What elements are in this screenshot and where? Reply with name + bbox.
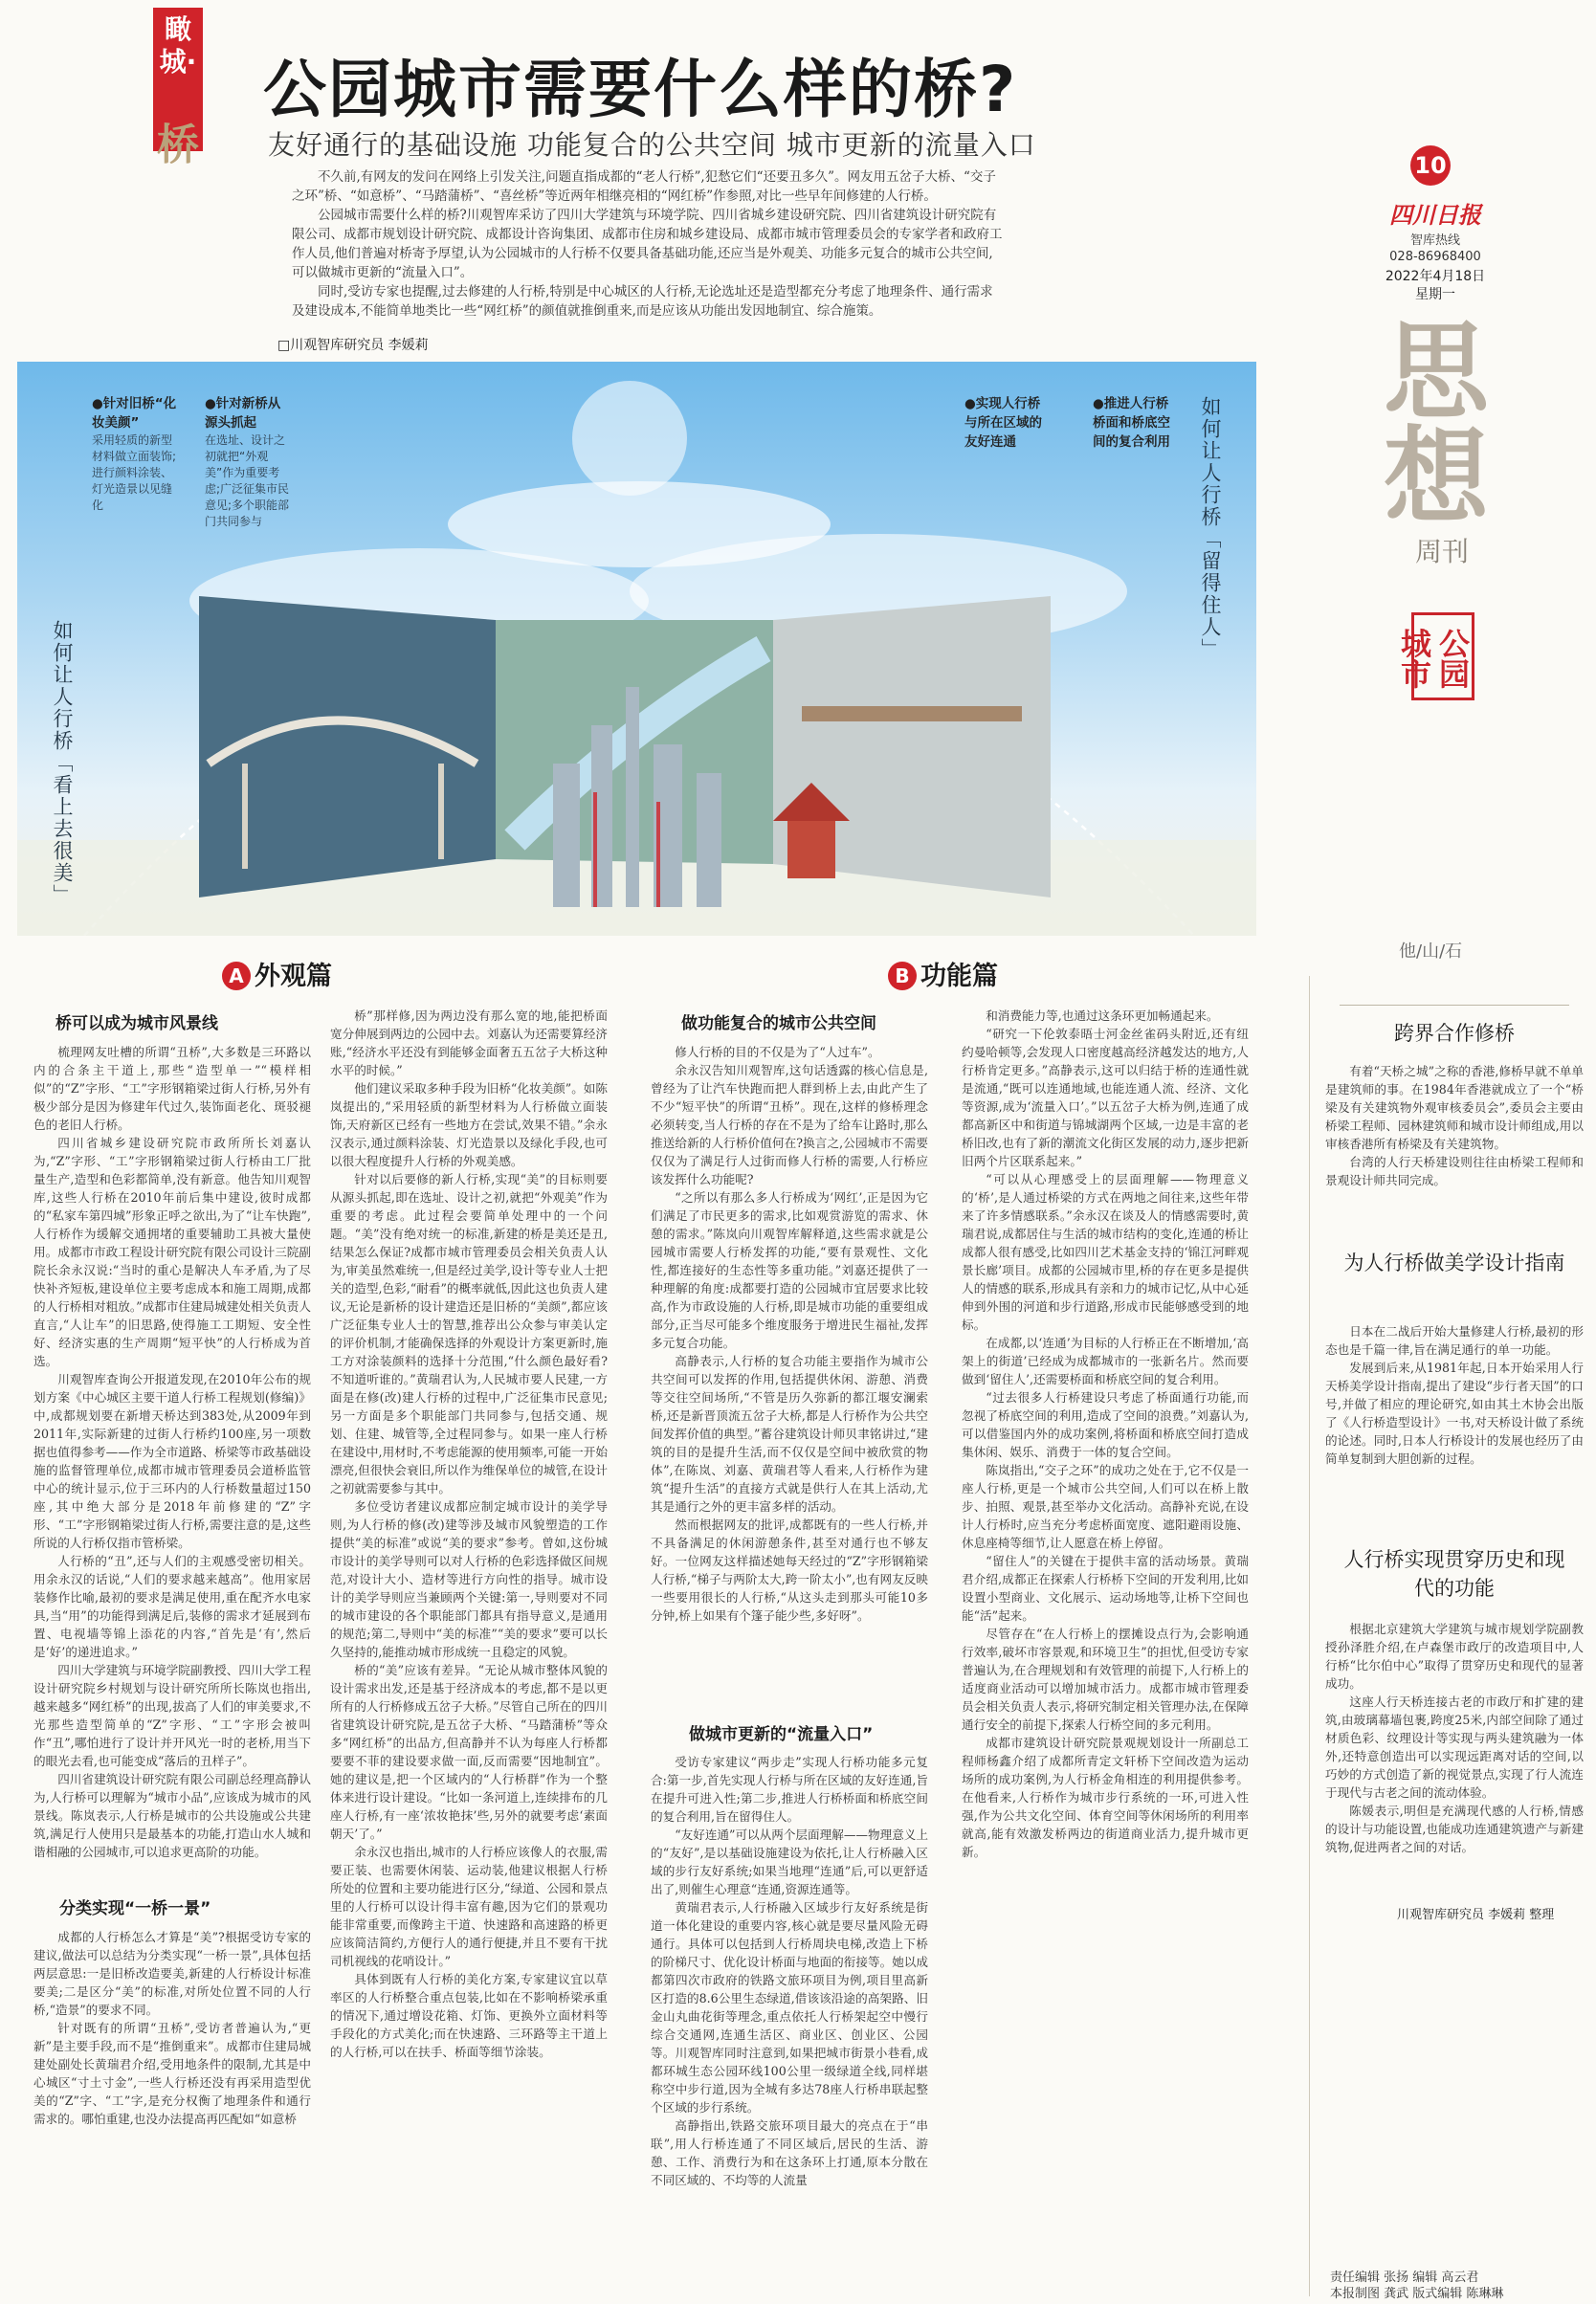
paragraph: 梳理网友吐槽的所谓“丑桥”,大多数是三环路以内的合条主干道上,那些“造型单一”“模样相似”的“Z”字形、“工”字形钢箱梁过街人行桥,另外有极少部分是因为修建年代过久,装饰面老化、斑驳褪色的老旧人行桥。 [33,1045,311,1132]
headline: 公园城市需要什么样的桥? [263,53,1018,126]
paragraph: 受访专家建议“两步走”实现人行桥功能多元复合:第一步,首先实现人行桥与所在区域的友好连通,旨在提升可进入性;第二步,推进人行桥桥面和桥底空间的复合利用,旨在留得住人。 [651,1755,928,1824]
paragraph: 陈岚指出,“交子之环”的成功之处在于,它不仅是一座人行桥,更是一个城市公共空间,人们可以在桥上散步、拍照、观景,甚至举办文化活动。高静补充说,在设计人行桥时,应当充分考虑桥面宽度、遮阳避雨设施、休息座椅等细节,让人愿意在桥上停留。 [962,1463,1249,1550]
paragraph: “研究一下伦敦泰晤士河金丝雀码头附近,还有纽约曼哈顿等,会发现人口密度越高经济越发达的地方,人行桥肯定更多。”高静表示,这可以归结于桥的连通性就是流通,“既可以连通地域,也能连通人流、经济、文化等资源,成为‘流量入口’。”以五岔子大桥为例,连通了成都高新区中和街道与锦城湖两个区域,一边是丰富的老桥旧改,也有了新的潮流文化街区发展的动力,逐步把新旧两个片区联系起来。” [962,1027,1249,1168]
paragraph: 多位受访者建议成都应制定城市设计的美学导则,为人行桥的修(改)建等涉及城市风貌塑造的工作提供“美的标准”或说“美的要求”参考。曾如,这份城市设计的美学导则可以对人行桥的色彩选择做区间规范,对设计大小、造材等进行方向性的指导。城市设计的美学导则应当兼顾两个关键:第一,导则要对不同的城市建设的各个职能部门都具有指导意义,是通用的规范;第二,导则中“美的标准”“美的要求”要可以长久坚持的,能推动城市形成统一且稳定的风貌。 [330,1499,608,1659]
cloud [448,481,831,567]
bullet-title: ●推进人行桥桥面和桥底空间的复合利用 [1093,396,1170,450]
section-name: 思想 [1366,316,1490,526]
pagoda-body [787,821,835,878]
bullet-title: ●针对新桥从源头抓起 [205,396,281,431]
paragraph: 人行桥的“丑”,还与人们的主观感受密切相关。用余永汉的话说,“人们的要求越来越高”。他用家居装修作比喻,最初的要求是满足使用,重在配齐水电家具,当“用”的功能得到满足后,装修的需求才延展到布置、电视墙等锦上添花的内容,“首先是‘有’,然后是‘好’的递进追求。” [33,1554,311,1659]
footer-line: 责任编辑 张扬 编辑 高云君 [1330,2271,1479,2285]
bridge-pillar [242,764,248,869]
paragraph: 尽管存在“在人行桥上的摆摊设点行为,会影响通行效率,破坏市容景观,和环境卫生”的担忧,但受访专家普遍认为,在合理规划和有效管理的前提下,人行桥上的适度商业活动可以增加城市活力。成都市城市管理委员会相关负责人表示,将研究制定相关管理办法,在保障通行安全的前提下,探索人行桥空间的多元利用。 [962,1627,1249,1732]
paragraph: “过去很多人行桥建设只考虑了桥面通行功能,而忽视了桥底空间的利用,造成了空间的浪费。”刘嘉认为,可以借鉴国内外的成功案例,将桥面和桥底空间打造成集休闲、娱乐、消费于一体的复合空间。 [962,1390,1249,1459]
subhead-a1: 桥可以成为城市风景线 [55,1014,218,1033]
bullet-body: 采用轻质的新型材料做立面装饰;进行颜料涂装、灯光造景以见缝化 [92,433,177,512]
section-b-label: 功能篇 [920,962,998,991]
bullet-body: 在选址、设计之初就把“外观美”作为重要考虑;广泛征集市民意见;多个职能部门共同参与 [205,433,290,528]
column-1b [33,1928,311,2296]
sidebar-body-3 [1325,1620,1584,1856]
subhead-b1: 做功能复合的城市公共空间 [681,1014,876,1033]
paragraph: 陈媛表示,明但是充满现代感的人行桥,情感的设计与功能设置,也能成功连通建筑遗产与新建筑物,促进两者之间的对话。 [1325,1804,1584,1854]
sidebar-body-1 [1325,1062,1584,1189]
paragraph: 余永汉也指出,城市的人行桥应该像人的衣服,需要正装、也需要休闲装、运动装,他建议根据人行桥所处的位置和主要功能进行区分,“绿道、公园和景点里的人行桥可以设计得丰富有趣,因为它们的景观功能非常重要,而像跨主干道、快速路和高速路的桥更应该简洁简约,方便行人的通行便捷,并且不要有干扰司机视线的花哨设计。” [330,1845,608,1968]
sidebar-divider [1309,976,1310,2296]
right-question: 如何让人行桥「留得住人」 [1199,396,1222,660]
footer-credits [1330,2270,1503,2302]
sidebar-rule [1340,1005,1569,1006]
paragraph: 针对既有的所谓“丑桥”,受访者普遍认为,“更新”是主要手段,而不是“推倒重来”。成都市住建局城建处副处长黄瑞君介绍,受用地条件的限制,尤其是中心城区“寸土寸金”,一些人行桥还没有再采用造型优美的“Z”字、“工”字,是充分权衡了地理条件和通行需求的。哪怕重建,也没办法提高再匹配如“如意桥 [33,2021,311,2126]
paragraph: 他们建议采取多种手段为旧桥“化妆美颜”。如陈岚提出的,“采用轻质的新型材料为人行桥做立面装饰,天府新区已经有一些地方在尝试,效果不错。”余永汉表示,通过颜料涂装、灯光造景以及绿化手段,也可以很大程度提升人行桥的外观美感。 [330,1081,608,1168]
footer-line: 本报制图 龚武 版式编辑 陈琳琳 [1330,2287,1504,2301]
paragraph: 高静指出,铁路交旅环项目最大的亮点在于“串联”,用人行桥连通了不同区域后,居民的生活、游憩、工作、消费行为和在这条环上打通,原本分散在不同区域的、不均等的人流量 [651,2118,928,2187]
left-question: 如何让人行桥「看上去很美」 [51,620,74,906]
bullet-connect [964,394,1051,452]
paragraph: 在成都,以‘连通’为目标的人行桥正在不断增加,‘高架上的街道’已经成为成都城市的一张新名片。然而要做到‘留住人’,还需要桥面和桥底空间的复合利用。 [962,1336,1249,1386]
paragraph: 余永汉告知川观智库,这句话透露的核心信息是,曾经为了让汽车快跑而把人群到桥上去,由此产生了不少“短平快”的所谓“丑桥”。现在,这样的修桥理念必须转变,当人行桥的存在不是为了给车让路时,那么推送给新的人行桥价值何在?换言之,公园城市不需要仅仅为了满足行人过街而修人行桥的需要,人行桥应该发挥什么功能呢? [651,1063,928,1186]
sidebar-title-2: 为人行桥做美学设计指南 [1343,1252,1565,1274]
paragraph: 四川省城乡建设研究院市政所所长刘嘉认为,“Z”字形、“工”字形钢箱梁过街人行桥由工厂批量生产,造型和色彩都简单,没有新意。他告知川观智库,这些人行桥在2010年前后集中建设,彼时成都的“私家车第四城”形象正呼之欲出,为了“让车快跑”,人行桥作为缓解交通拥堵的重要辅助工具被大量使用。成都市市政工程设计研究院有限公司设计三院副院长余永汉说:“当时的重心是解决人车矛盾,为了尽快补齐短板,建设单位主要考虑成本和施工周期,成都的人行桥相对粗放。”成都市住建局城建处相关负责人直言,“人让车”的旧思路,使得施工工期短、安全性好、经济实惠的生产周期“短平快”的人行桥成为首选。 [33,1136,311,1368]
sidebar-column-name: 他/山/石 [1399,942,1463,962]
subhead: 友好通行的基础设施 功能复合的公共空间 城市更新的流量入口 [268,129,1036,161]
sidebar-title-1: 跨界合作修桥 [1394,1022,1515,1045]
bullet-reuse [1093,394,1179,452]
paper-name: 四川日报 [1389,201,1481,229]
byline: □川观智库研究员 李媛莉 [277,338,429,353]
issue-weekday: 星期一 [1415,287,1455,302]
paragraph: 成都市建筑设计研究院景观规划设计一所副总工程师杨鑫介绍了成都所青定文轩桥下空间改造为运动场所的成功案例,为人行桥金角相连的利用提供参考。在他看来,人行桥作为城市步行系统的一环,可进入性强,作为公共文化空间、体育空间等休闲场所的利用率就高,能有效激发桥两边的街道商业活力,提升城市更新。 [962,1736,1249,1859]
column-tag-bridge: 桥 [157,121,199,169]
column-2 [330,1007,608,2296]
bridge-pillar [438,764,444,859]
paragraph: 黄瑞君表示,人行桥融入区域步行友好系统是街道一体化建设的重要内容,核心就是要尽量风险无碍通行。具体可以包括到人行桥周块电梯,改造上下桥的阶梯尺寸、优化设计桥面与地面的衔接等。她以成都第四次市政府的铁路文旅环项目为例,项目里高新区打造的8.6公里生态绿道,借该该沿途的高架路、旧金山丸曲花街等理念,重点依托人行桥架起空中慢行综合交通网,连通生活区、商业区、创业区、公园等。川观智库同时注意到,如果把城市街景小巷看,成都环城生态公园环线100公里一级绿道全线,同样堪称空中步行道,因为全城有多达78座人行桥串联起整个区域的步行系统。 [651,1900,928,2115]
intro-paragraph: 同时,受访专家也提醒,过去修建的人行桥,特别是中心城区的人行桥,无论选址还是造型都充分考虑了地理条件、通行需求及建设成本,不能简单地类比一些“网红桥”的颜值就推倒重来,而是应该从功能出发因地制宜、综合施策。 [292,284,993,319]
column-3b [651,1753,928,2296]
sidebar-byline: 川观智库研究员 李媛莉 整理 [1397,1908,1555,1922]
paragraph: 高静表示,人行桥的复合功能主要指作为城市公共空间可以发挥的作用,包括提供休闲、游憩、消费等交往空间场所,“不管是历久弥新的都江堰安澜索桥,还是新晋顶流五岔子大桥,都是人行桥作为公共空间发挥价值的典型。”蓄谷建筑设计师贝聿铭讲过,“建筑的目的是提升生活,而不仅仅是空间中被欣赏的物体”,在陈岚、刘嘉、黄瑞君等人看来,人行桥作为建筑“提升生活”的直接方式就是供行人在其上活动,尤其是通行之外的更丰富多样的活动。 [651,1354,928,1514]
hero-illustration [17,362,1256,936]
paragraph: 川观智库查询公开报道发现,在2010年公布的规划方案《中心城区主要干道人行桥工程规划(修编)》中,成都规划要在新增天桥达到383处,从2009年到2011年,实际新建的过街人行桥约100座,另一项数据也值得参考——作为全市道路、桥梁等市政基础设施的监督管理单位,成都市城市管理委员会道桥监管中心的统计显示,位于三环内的人行桥数量超过150座,其中绝大部分是2018年前修建的“Z”字形、“工”字形钢箱梁过街人行桥,需要注意的是,这些所说的人行桥仅指市管桥梁。 [33,1372,311,1550]
paragraph: 针对以后要修的新人行桥,实现“美”的目标则要从源头抓起,即在选址、设计之初,就把“外观美”作为重要的考虑。此过程会要简单处理中的一个问题。“美”没有绝对统一的标准,新建的桥是美还是丑,结果怎么保证?成都市城市管理委员会相关负责人认为,审美虽然难统一,但是经过美学,设计等专业人士把关的造型,色彩,“耐看”的概率就低,因此这也负责人建议,无论是新桥的设计建造还是旧桥的“美颜”,都应该广泛征集专业人士的智慧,推荐出公众参与审美认定的评价机制,才能确保选择的外观设计方案更新时,施工方对涂装颜料的选择十分范围,“什么颜色最好看?不知道听谁的。”黄瑞君认为,人民城市要人民建,一方面是在修(改)建人行桥的过程中,广泛征集市民意见;另一方面是多个职能部门共同参与,包括交通、规划、住建、城管等,全过程同参与。如果一座人行桥在建设中,用材时,不考虑能源的使用频率,可能一开始漂亮,但很快会衰旧,所以作为维保单位的城管,在设计之初就需要参与其中。 [330,1172,608,1495]
subhead-b2: 做城市更新的“流量入口” [689,1725,874,1744]
section-b-letter: B [888,962,917,990]
intro [292,167,1005,321]
paragraph: 桥的“美”应该有差异。“无论从城市整体风貌的设计需求出发,还是基于经济成本的考虑,都不是以更所有的人行桥修成五岔子大桥。”尽管自己所在的四川省建筑设计研究院,是五岔子大桥、“马踏蒲桥”等众多“网红桥”的出品方,但高静并不认为每座人行桥都要要不菲的建设要求做一面,反而需要“因地制宜”。她的建议是,把一个区域内的“人行桥群”作为一个整体来进行设计建设。“比如一条河道上,连续排布的几座人行桥,有一座‘浓妆艳抹’些,另外的就要考虑‘素面朝天’了。” [330,1663,608,1841]
bridge-deck [802,706,1022,721]
paragraph: 日本在二战后开始大量修建人行桥,最初的形态也是千篇一律,旨在满足通行的单一功能。 [1325,1324,1584,1357]
park-city-stamp: 公园城市 [1411,612,1474,700]
bullet-title: ●针对旧桥“化妆美颜” [92,396,177,431]
sidebar-body-2 [1325,1322,1584,1468]
paragraph: 成都的人行桥怎么才算是“美”?根据受访专家的建议,做法可以总结为分类实现“一桥一景”,具体包括两层意思:一是旧桥改造要美,新建的人行桥设计标准要美;二是区分“美”的标准,对所处位置不同的人行桥,“造景”的要求不同。 [33,1930,311,2017]
page-number: 10 [1410,145,1451,186]
sun-glow [572,381,687,496]
bullet-old-bridge [92,394,180,514]
section-a-letter: A [222,962,251,990]
section-b-header [888,955,998,992]
paragraph: 台湾的人行天桥建设则往往由桥梁工程师和景观设计师共同完成。 [1325,1155,1584,1187]
hotline-number: 028-86968400 [1389,250,1481,264]
paragraph: 修人行桥的目的不仅是为了“人过车”。 [675,1045,880,1059]
bullet-title: ●实现人行桥与所在区域的友好连通 [964,396,1042,450]
paragraph: 这座人行天桥连接古老的市政厅和扩建的建筑,由玻璃幕墙包裹,跨度25米,内部空间除了通过材质色彩、纹理设计等实现与两头建筑融为一体外,还特意创造出可以实现远距离对话的空间,以巧妙的方式创造了新的视觉景点,实现了行人流连于现代与古老之间的流动体验。 [1325,1695,1584,1800]
paragraph: 发展到后来,从1981年起,日本开始采用人行天桥美学设计指南,提出了建设“步行者天国”的口号,并做了相应的理论研究,如由其土木协会出版了《人行桥造型设计》一书,对天桥设计做了系统的论述。同时,日本人行桥设计的发展也经历了由简单复制到大胆创新的过程。 [1325,1361,1584,1466]
paragraph: “留住人”的关键在于提供丰富的活动场景。黄瑞君介绍,成都正在探索人行桥桥下空间的开发利用,比如设置小型商业、文化展示、运动场地等,让桥下空间也能“活”起来。 [962,1554,1249,1623]
subhead-a2: 分类实现“一桥一景” [59,1899,211,1918]
paragraph: 和消费能力等,也通过这条环更加畅通起来。 [986,1008,1219,1023]
bullet-new-bridge [205,394,293,530]
paragraph: 四川省建筑设计研究院有限公司副总经理高静认为,人行桥可以理解为“城市小品”,应该成为城市的风景线。陈岚表示,人行桥是城市的公共设施或公共建筑,满足行人使用只是最基本的功能,打造山水人城和谐相融的公园城市,可以追求更高阶的功能。 [33,1772,311,1859]
column-4 [962,1007,1249,2296]
column-tag: 瞰城· [153,8,203,151]
column-1 [33,1043,311,1885]
paragraph: 四川大学建筑与环境学院副教授、四川大学工程设计研究院乡村规划与设计研究所所长陈岚也指出,越来越多“网红桥”的出现,拔高了人们的审美要求,不光那些造型简单的“Z”字形、“工”字形会被叫作“丑”,哪怕进行了设计并开风光一时的老桥,用当下的眼光去看,也可能变成“落后的丑样子”。 [33,1663,311,1768]
paragraph: “可以从心理感受上的层面理解——物理意义的‘桥’,是人通过桥梁的方式在两地之间往来,这些年带来了许多情感联系。”余永汉在谈及人的情感需要时,黄瑞君说,成都居住与生活的城市结构的变化,连通的桥让成都人很有感受,比如四川艺术基金支持的‘锦江河畔观景长廊’项目。成都的公园城市里,桥的存在更多是提供人的情感的联系,形成具有亲和力的城市记忆,从中心延伸到外围的河道和步行道路,形成市民能够感受到的地标。 [962,1172,1249,1332]
paragraph: “友好连通”可以从两个层面理解——物理意义上的“友好”,是以基础设施建设为依托,让人行桥融入区域的步行友好系统;如果当地理“连通”后,可以更舒适出了,则催生心理意“连通,资源连通等。 [651,1828,928,1896]
paragraph: 有着“天桥之城”之称的香港,修桥早就不单单是建筑师的事。在1984年香港就成立了一个“桥梁及有关建筑物外观审核委员会”,委员会主要由桥梁工程师、园林建筑师和城市设计师组成,用以审核香港所有桥梁及有关建筑物。 [1325,1064,1584,1151]
section-weekly: 周刊 [1414,536,1469,567]
intro-paragraph: 不久前,有网友的发问在网络上引发关注,问题直指成都的“老人行桥”,犯愁它们“还要丑多久”。网友用五岔子大桥、“交子之环”桥、“如意桥”、“马踏蒲桥”、“喜丝桥”等近两年相继亮相的“网红桥”作参照,对比一些早年间修建的人行桥。 [292,169,996,204]
issue-date: 2022年4月18日 [1385,269,1486,284]
paragraph: 具体到既有人行桥的美化方案,专家建议宜以草率区的人行桥整合重点包装,比如在不影响桥梁承重的情况下,通过增设花箱、灯饰、更换外立面材料等手段化的方式美化;而在快速路、三环路等主干道上的人行桥,可以在扶手、桥面等细节涂装。 [330,1972,608,2059]
paragraph: “之所以有那么多人行桥成为‘网红’,正是因为它们满足了市民更多的需求,比如观赏游览的需求、休憩的需求。”陈岚向川观智库解释道,这些需求就是公园城市需要人行桥发挥的功能,“要有景观性、文化性,都连接好的生态性等多重功能。”刘嘉还提供了一种理解的角度:成都要打造的公园城市宜居要求比较高,作为市政设施的人行桥,即是城市功能的重要组成部分,正当尽可能多个维度服务于增进民生福祉,发挥多元复合功能。 [651,1190,928,1350]
hotline-label: 智库热线 [1409,233,1460,248]
sidebar-title-3: 人行桥实现贯穿历史和现代的功能 [1343,1548,1565,1600]
hero-graphic [17,362,1256,936]
section-a-label: 外观篇 [255,962,332,991]
section-a-header [222,955,332,992]
paragraph: 桥”那样修,因为两边没有那么宽的地,能把桥面宽分伸展到两边的公园中去。刘嘉认为还需要算经济账,“经济水平还没有到能够金面奢五五岔子大桥这种水平的时候。” [330,1008,608,1077]
intro-paragraph: 公园城市需要什么样的桥?川观智库采访了四川大学建筑与环境学院、四川省城乡建设研究院、四川省建筑设计研究院有限公司、成都市规划设计研究院、成都设计咨询集团、成都市住房和城乡建设局、成都市城市管理委员会的专家学者和政府工作人员,他们普遍对桥寄予厚望,认为公园城市的人行桥不仅要具备基础功能,还应当是外观美、功能多元复合的城市公共空间,可以做城市更新的“流量入口”。 [292,208,1003,280]
column-3 [651,1043,928,1713]
paragraph: 根据北京建筑大学建筑与城市规划学院副教授孙泽胜介绍,在卢森堡市政厅的改造项目中,人行桥“比尔伯中心”取得了贯穿历史和现代的显著成功。 [1325,1622,1584,1691]
paragraph: 然而根据网友的批评,成都既有的一些人行桥,并不具备满足的休闲游憩条件,甚至对通行也不够友好。一位网友这样描述她每天经过的“Z”字形钢箱梁人行桥,“梯子与两阶太大,跨一阶太小”,也有网友反映一些要用很长的人行桥,“从这头走到那头可能10多分钟,桥上如果有个篷子能少些,多好呀”。 [651,1518,928,1623]
